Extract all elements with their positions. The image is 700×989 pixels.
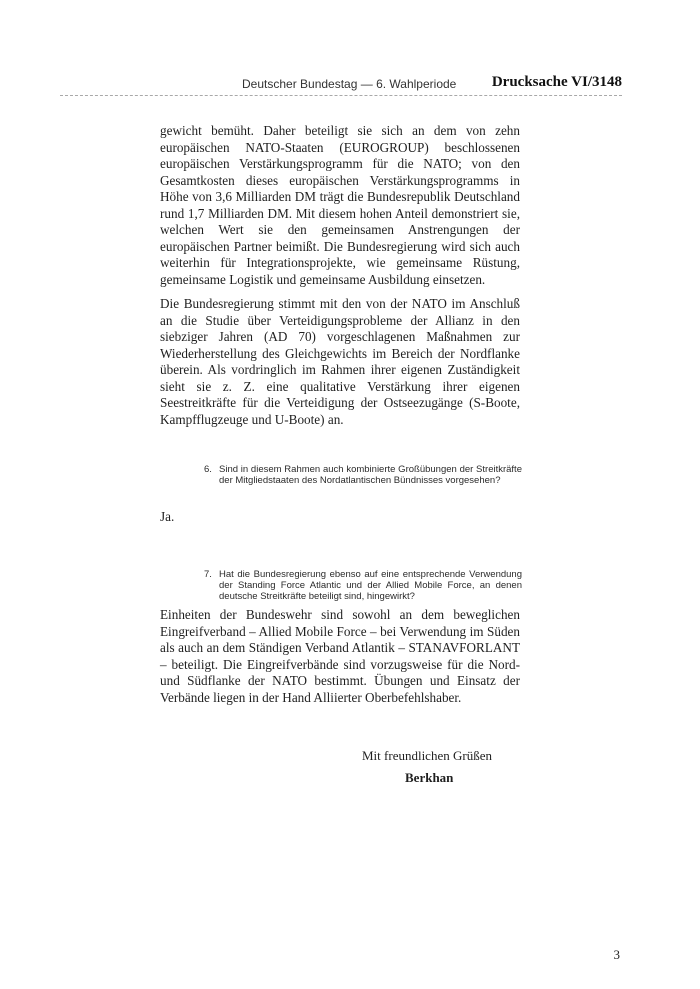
- header-document-number: Drucksache VI/3148: [488, 74, 622, 91]
- question-6: [204, 464, 522, 486]
- body-paragraph-2: Die Bundesregierung stimmt mit den von der NATO im Anschluß an die Studie über Verteidigungsprobleme der Allianz in den siebziger Jahren (AD 70) vorgeschlagenen Maßnahmen zur Wiederherstellung des Gleichgewichts im Bereich der Nordflanke überein. Als vordringlich im Rahmen ihrer eigenen Zuständigkeit sieht sie z. Z. eine qualitative Verstärkung ihrer eigenen Seestreitkräfte für die Verteidigung der Ostseezugänge (S-Boote, Kampfflugzeuge und U-Boote) an.: [160, 296, 520, 427]
- body-paragraph-4: Einheiten der Bundeswehr sind sowohl an dem beweglichen Eingreifverband – Allied Mobile Force – bei Verwendung im Süden als auch an dem Ständigen Verband Atlantik – STANAVFORLANT – beteiligt. Die Eingreifverbände sind vorzugsweise für die Nord- und Südflanke der NATO bestimmt. Übungen und Einsatz der Verbände liegen in der Hand Alliierter Oberbefehlshaber.: [160, 607, 520, 705]
- question-7: [204, 569, 522, 602]
- header-rule: [60, 95, 622, 96]
- question-7-text: Hat die Bundesregierung ebenso auf eine entsprechende Verwendung der Standing Force Atlantic und der Allied Mobile Force, an denen deutsche Streitkräfte beteiligt sind, hingewirkt?: [219, 569, 522, 602]
- answer-6: Ja.: [160, 509, 175, 524]
- question-7-number: 7.: [204, 569, 212, 580]
- header-parliament-label: Deutscher Bundestag — 6. Wahlperiode: [242, 77, 457, 91]
- body-paragraph-1: gewicht bemüht. Daher beteiligt sie sich an dem von zehn europäischen NATO-Staaten (EUROGROUP) beschlossenen europäischen Verstärkungsprogramm für die NATO; von den Gesamtkosten dieses europäischen Verstärkungsprogramms in Höhe von 3,6 Milliarden DM trägt die Bundesrepublik Deutschland rund 1,7 Milliarden DM. Mit diesem hohen Anteil demonstriert sie, welchen Wert sie den gemeinsamen Anstrengungen der europäischen Partner beimißt. Die Bundesregierung wird sich auch weiterhin für Integrationsprojekte, wie gemeinsame Rüstung, gemeinsame Logistik und gemeinsame Ausbildung einsetzen.: [160, 123, 520, 287]
- question-6-number: 6.: [204, 464, 212, 475]
- page-number: 3: [613, 947, 620, 962]
- closing-greeting: Mit freundlichen Grüßen: [362, 748, 492, 763]
- question-6-text: Sind in diesem Rahmen auch kombinierte Großübungen der Streitkräfte der Mitgliedstaaten des Nordatlantischen Bündnisses vorgesehen?: [219, 464, 522, 486]
- page-header: [60, 76, 622, 100]
- signature: Berkhan: [405, 770, 454, 785]
